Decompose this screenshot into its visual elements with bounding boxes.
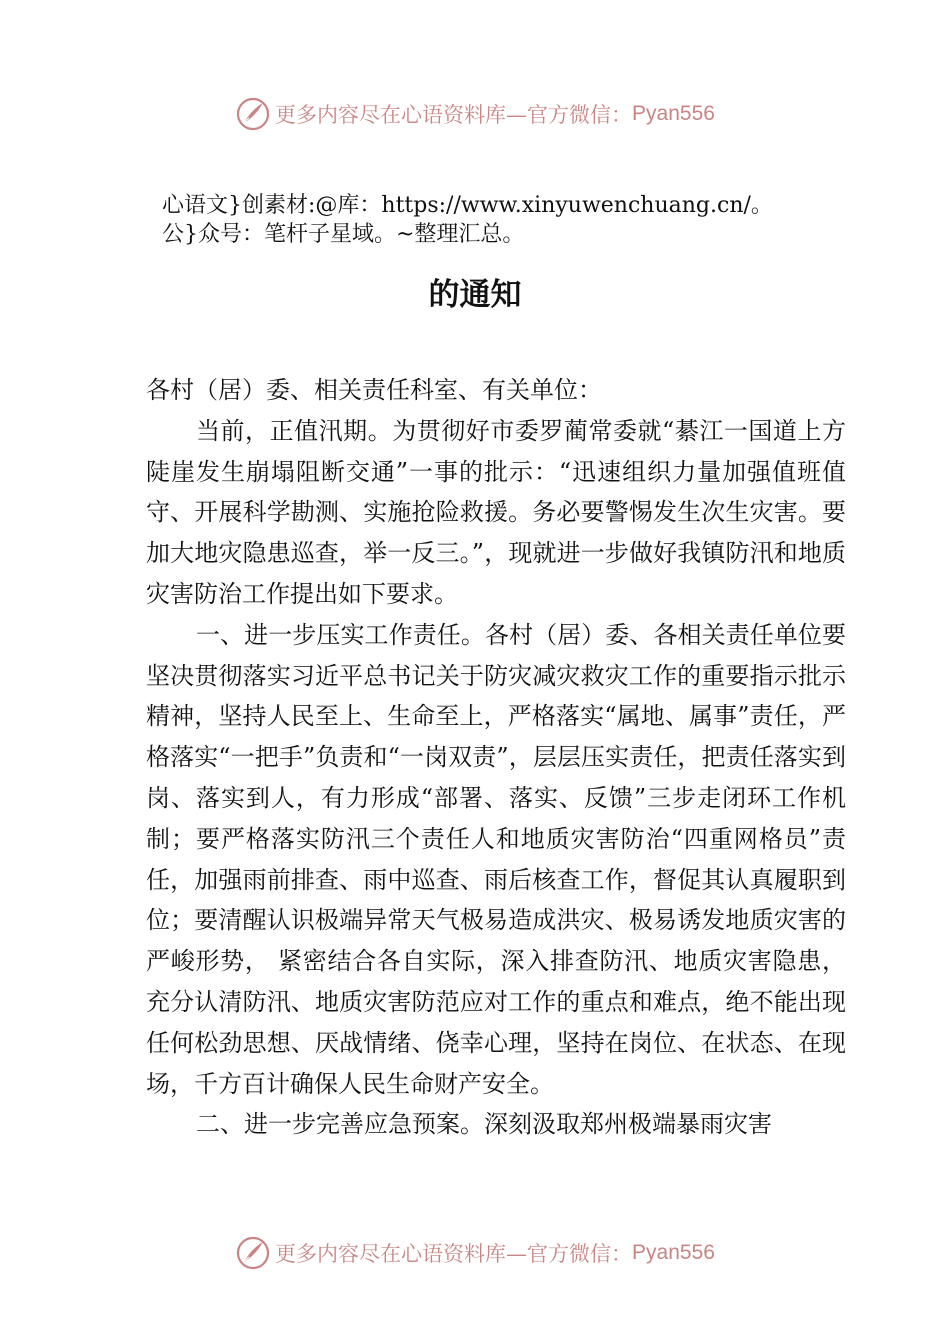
footer-banner [0, 1233, 950, 1273]
source-line-1: 心语文}创素材:@库：https://www.xinyuwenchuang.cn/。 [162, 193, 773, 218]
quill-pen-seal-icon [235, 1235, 271, 1271]
paragraph-section-1: 一、进一步压实工作责任。各村（居）委、各相关责任单位要坚决贯彻落实习近平总书记关于防灾减灾救灾工作的重要指示批示精神，坚持人民至上、生命至上，严格落实“属地、属事”责任，严格落实“一把手”负责和“一岗双责”，层层压实责任，把责任落实到岗、落实到人，有力形成“部署、落实、反馈”三步走闭环工作机制；要严格落实防汛三个责任人和地质灾害防治“四重网格员”责任，加强雨前排查、雨中巡查、雨后核查工作，督促其认真履职到位；要清醒认识极端异常天气极易造成洪灾、极易诱发地质灾害的严峻形势， 紧密结合各自实际，深入排查防汛、地质灾害隐患，充分认清防汛、地质灾害防范应对工作的重点和难点，绝不能出现任何松劲思想、厌战情绪、侥幸心理，坚持在岗位、在状态、在现场，千方百计确保人民生命财产安全。 [146, 620, 846, 1098]
quill-pen-seal-icon [235, 96, 271, 132]
source-note [162, 191, 862, 249]
salutation: 各村（居）委、相关责任科室、有关单位： [146, 376, 602, 404]
banner-wechat-id: Pyan556 [632, 102, 715, 125]
document-body [146, 370, 846, 1145]
banner-wechat-id: Pyan556 [632, 1241, 715, 1264]
banner-text: 更多内容尽在心语资料库—官方微信： [275, 103, 633, 127]
paragraph-intro: 当前，正值汛期。为贯彻好市委罗蔺常委就“綦江一国道上方陡崖发生崩塌阻断交通”一事的批示：“迅速组织力量加强值班值守、开展科学勘测、实施抢险救援。务必要警惕发生次生灾害。要加大地灾隐患巡查，举一反三。”，现就进一步做好我镇防汛和地质灾害防治工作提出如下要求。 [146, 416, 846, 608]
banner-text: 更多内容尽在心语资料库—官方微信： [275, 1242, 633, 1266]
document-title: 的通知 [428, 277, 522, 313]
header-banner [0, 94, 950, 134]
source-line-2: 公}众号：笔杆子星域。~整理汇总。 [162, 222, 525, 247]
paragraph-section-2: 二、进一步完善应急预案。深刻汲取郑州极端暴雨灾害 [196, 1110, 772, 1139]
